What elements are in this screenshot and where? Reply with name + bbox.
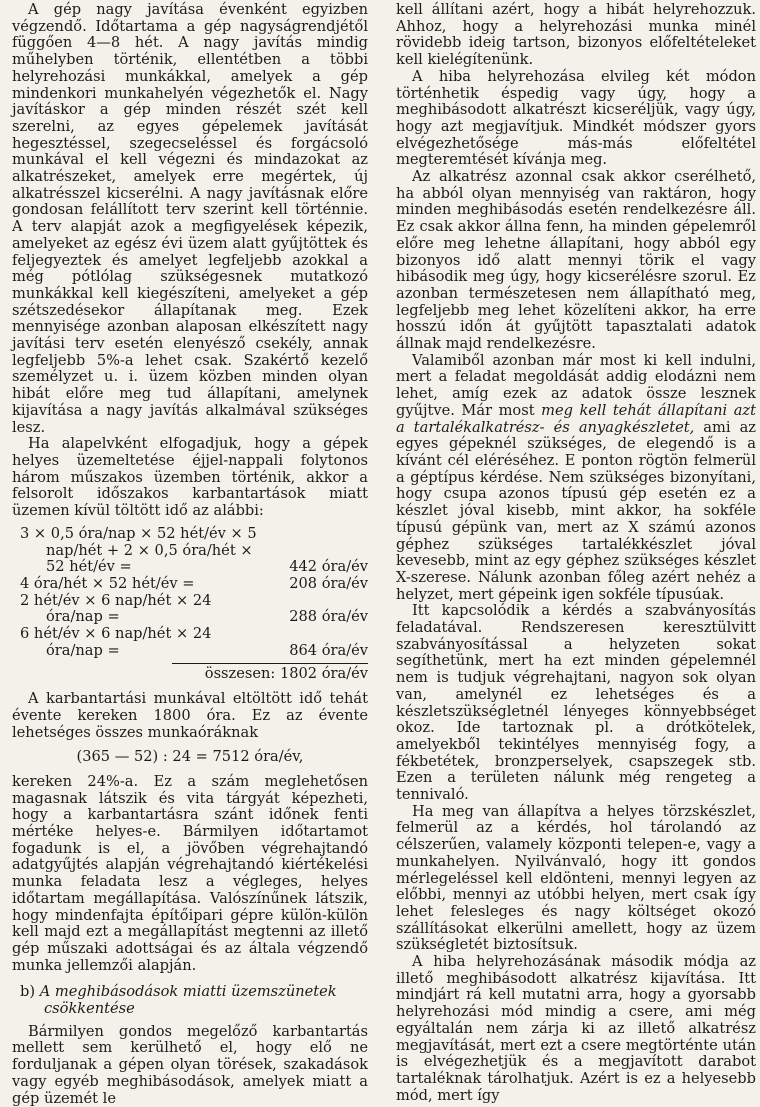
paragraph: Bármilyen gondos megelőző karbantartás mellett sem kerülhető el, hogy elő ne forduljanak a gépen olyan törések, szakadások vagy egyéb meghibásodások, amelyek miatt a gép üzemét le <box>12 1022 368 1107</box>
calc-row <box>12 526 368 543</box>
paragraph: A hiba helyrehozása elvileg két módon történhetik éspedig vagy úgy, hogy a meghibásodott alkatrészt kicseréljük, vagy úgy, hogy azt megjavítjuk. Mindkét módszer gyors elvégezhetősége más-más előfeltétel megteremtését kívánja meg. <box>396 67 756 169</box>
calc-value: 288 óra/év <box>289 608 368 626</box>
calc-expression: 4 óra/hét × 52 hét/év = <box>20 574 195 592</box>
calc-total: összesen: 1802 óra/év <box>204 665 368 683</box>
paragraph: Itt kapcsolódik a kérdés a szabványosítás feladatával. Rendszeresen keresztülvitt szabványosítással a helyzeten sokat segíthetünk, mert ha ezt minden gépelemnél nem is tudjuk végrehajtani, nagyon sok olyan van, amelynél ez lehetséges és a készletszükségletnél lényeges könnyebbséget okoz. Ide tartoznak pl. a drótkötelek, amelyekből tekintélyes mennyiség fogy, a fékbetétek, bronzperselyek, csapszegek stb. Ezen a területen nálunk még rengeteg a tennivaló. <box>396 602 756 804</box>
calc-value: 442 óra/év <box>289 558 368 576</box>
paragraph: kell állítani azért, hogy a hibát helyrehozzuk. Ahhoz, hogy a helyrehozási munka minél rövidebb ideig tartson, bizonyos előfeltételeket kell kielégítenünk. <box>396 1 756 69</box>
left-column <box>12 2 368 1107</box>
calc-expression: 3 × 0,5 óra/nap × 52 hét/év × 5 <box>20 524 257 542</box>
section-title-line: A meghibásodások miatti üzemszünetek <box>39 983 337 1001</box>
calc-row <box>12 559 368 576</box>
calc-expression: óra/nap = <box>46 641 120 659</box>
calc-expression: 6 hét/év × 6 nap/hét × 24 <box>20 625 212 643</box>
text-run: ami az egyes gépeknél szükséges, de elegendő is a kívánt cél eléréséhez. E ponton rögtön felmerül a géptípus kérdése. Nem szükséges bizonyítani, hogy csupa azonos típusú gép esetén ez a készlet jóval kisebb, mint akkor, ha sokféle típusú gépünk van, mert az X számú azonos géphez szükséges tartalékkészlet jóval kevesebb, mint az egy géphez szükséges készlet X-szerese. Nálunk azonban főleg azért nehéz a helyzet, mert gépeink igen sokféle típusúak. <box>396 418 756 603</box>
calc-value: 208 óra/év <box>289 574 368 592</box>
paragraph: kereken 24%-a. Ez a szám meglehetősen magasnak látszik és vita tárgyát képezheti, hogy a karbantartásra szánt időnek fenti mértéke helyes-e. Bármilyen időtartamot fogadunk is el, a jövőben végrehajtandó adatgyűjtés alapján végrehajtandó kiértékelési munka feladata lesz a végleges, helyes időtartam megállapítása. Valószínűnek látszik, hogy mindenfajta építőipari gépre külön-külön kell majd ezt a megállapítást megtenni az illető gép műszaki adottságai és az általa végzendő munka jellemzői alapján. <box>12 772 368 974</box>
calc-expression: 2 hét/év × 6 nap/hét × 24 <box>20 591 212 609</box>
calc-expression: nap/hét + 2 × 0,5 óra/hét × <box>46 541 253 559</box>
calc-value: 864 óra/év <box>289 641 368 659</box>
paragraph: Ha alapelvként elfogadjuk, hogy a gépek helyes üzemeltetése éjjel-nappali folytonos három műszakos üzemben történik, akkor a felsorolt időszakos karbantartások miatt üzemen kívül töltött idő az alábbi: <box>12 435 368 520</box>
calc-expression: 52 hét/év = <box>46 558 132 576</box>
section-label: b) <box>20 983 36 1001</box>
paragraph: A hiba helyrehozásának második módja az illető meghibásodott alkatrész kijavítása. Itt mindjárt rá kell mutatni arra, hogy a gyorsabb helyrehozási mód mindig a csere, ami még egyáltalán nem zárja ki az illető alkatrész megjavítását, mert ezt a csere megtörténte után is elvégezhetjük és a megjavított darabot tartaléknak tárolhatjuk. Azért is ez a helyesebb mód, mert így <box>396 953 756 1104</box>
maintenance-time-calculation <box>12 526 368 683</box>
emphasis: meg kell tehát állapítani azt a tartalékalkatrész- és anyagkészletet, <box>396 401 756 436</box>
calc-row <box>12 543 368 560</box>
calc-expression: óra/nap = <box>46 608 120 626</box>
calc-row <box>12 609 368 626</box>
paragraph <box>396 353 756 604</box>
calc-row <box>12 576 368 593</box>
formula: (365 — 52) : 24 = 7512 óra/év, <box>76 748 304 766</box>
calc-row <box>12 593 368 610</box>
calc-row <box>12 643 368 660</box>
paragraph: A gép nagy javítása évenként egyizben végzendő. Időtartama a gép nagyságrendjétől függően 4—8 hét. A nagy javítás mindig műhelyben történik, ellentétben a többi helyrehozási munkákkal, amelyek a gép mindenkori munkahelyén végezhetők el. Nagy javításkor a gép minden részét szét kell szerelni, az egyes gépelemek javítását hegesztéssel, szegecseléssel és forgácsoló munkával el kell végezni és mindazokat az alkatrészeket, amelyek erre megértek, új alkatrésszel kicserélni. A nagy javításnak előre gondosan felállított terv szerint kell történnie. A terv alapját azok a megfigyelések képezik, amelyeket az egész évi üzem alatt gyűjtöttek és feljegyeztek és amelyet legfeljebb azokkal a még pótlólag szükségesnek mutatkozó munkákkal kell kiegészíteni, amelyeket a gép szétszedésekor állapítanak meg. Ezek mennyisége azonban alaposan elkészített nagy javítási terv esetén elenyésző csekély, annak legfeljebb 5%-a lehet csak. Szakértő kezelő személyzet u. i. üzem közben minden olyan hibát előre meg tud állapítani, amelynek kijavítása a nagy javítás alkalmával szükséges lesz. <box>12 1 368 436</box>
paragraph: Az alkatrész azonnal csak akkor cserélhető, ha abból olyan mennyiség van raktáron, hogy minden meghibásodás esetén rendelkezésre áll. Ez csak akkor állna fenn, ha minden gépelemről előre meg lehetne állapítani, hogy abból egy bizonyos idő alatt mennyi törik el vagy hibásodik meg úgy, hogy kicserélésre szorul. Ez azonban természetesen nem állapítható meg, legfeljebb meg lehet közelíteni akkor, ha erre hosszú időn át gyűjtött tapasztalati adatok állnak majd rendelkezésre. <box>396 168 756 353</box>
text-run: Valamiből azonban már most ki kell indulni, mert a feladat megoldását addig elodázni nem lehet, amíg ezek az adatok össze lesznek gyűjtve. Már most <box>396 351 756 419</box>
paragraph: A karbantartási munkával eltöltött idő tehát évente kereken 1800 óra. Ez az évente lehetséges összes munkaóráknak <box>12 690 368 741</box>
sum-divider <box>172 663 368 664</box>
calc-row <box>12 626 368 643</box>
right-column <box>396 2 756 1104</box>
paragraph: Ha meg van állapítva a helyes törzskészlet, felmerül az a kérdés, hol tárolandó az célszerűen, valamely központi telepen-e, vagy a munkahelyen. Nyilvánvaló, hogy itt gondos mérlegeléssel kell eldönteni, mennyi legyen az előbbi, mennyi az utóbbi helyen, mert csak így lehet felesleges és nagy költséget okozó szállításokat elkerülni amellett, hogy az üzem szükségletét biztosítsuk. <box>396 802 756 954</box>
section-title-line: csökkentése <box>44 1000 135 1018</box>
section-heading <box>12 984 368 1017</box>
